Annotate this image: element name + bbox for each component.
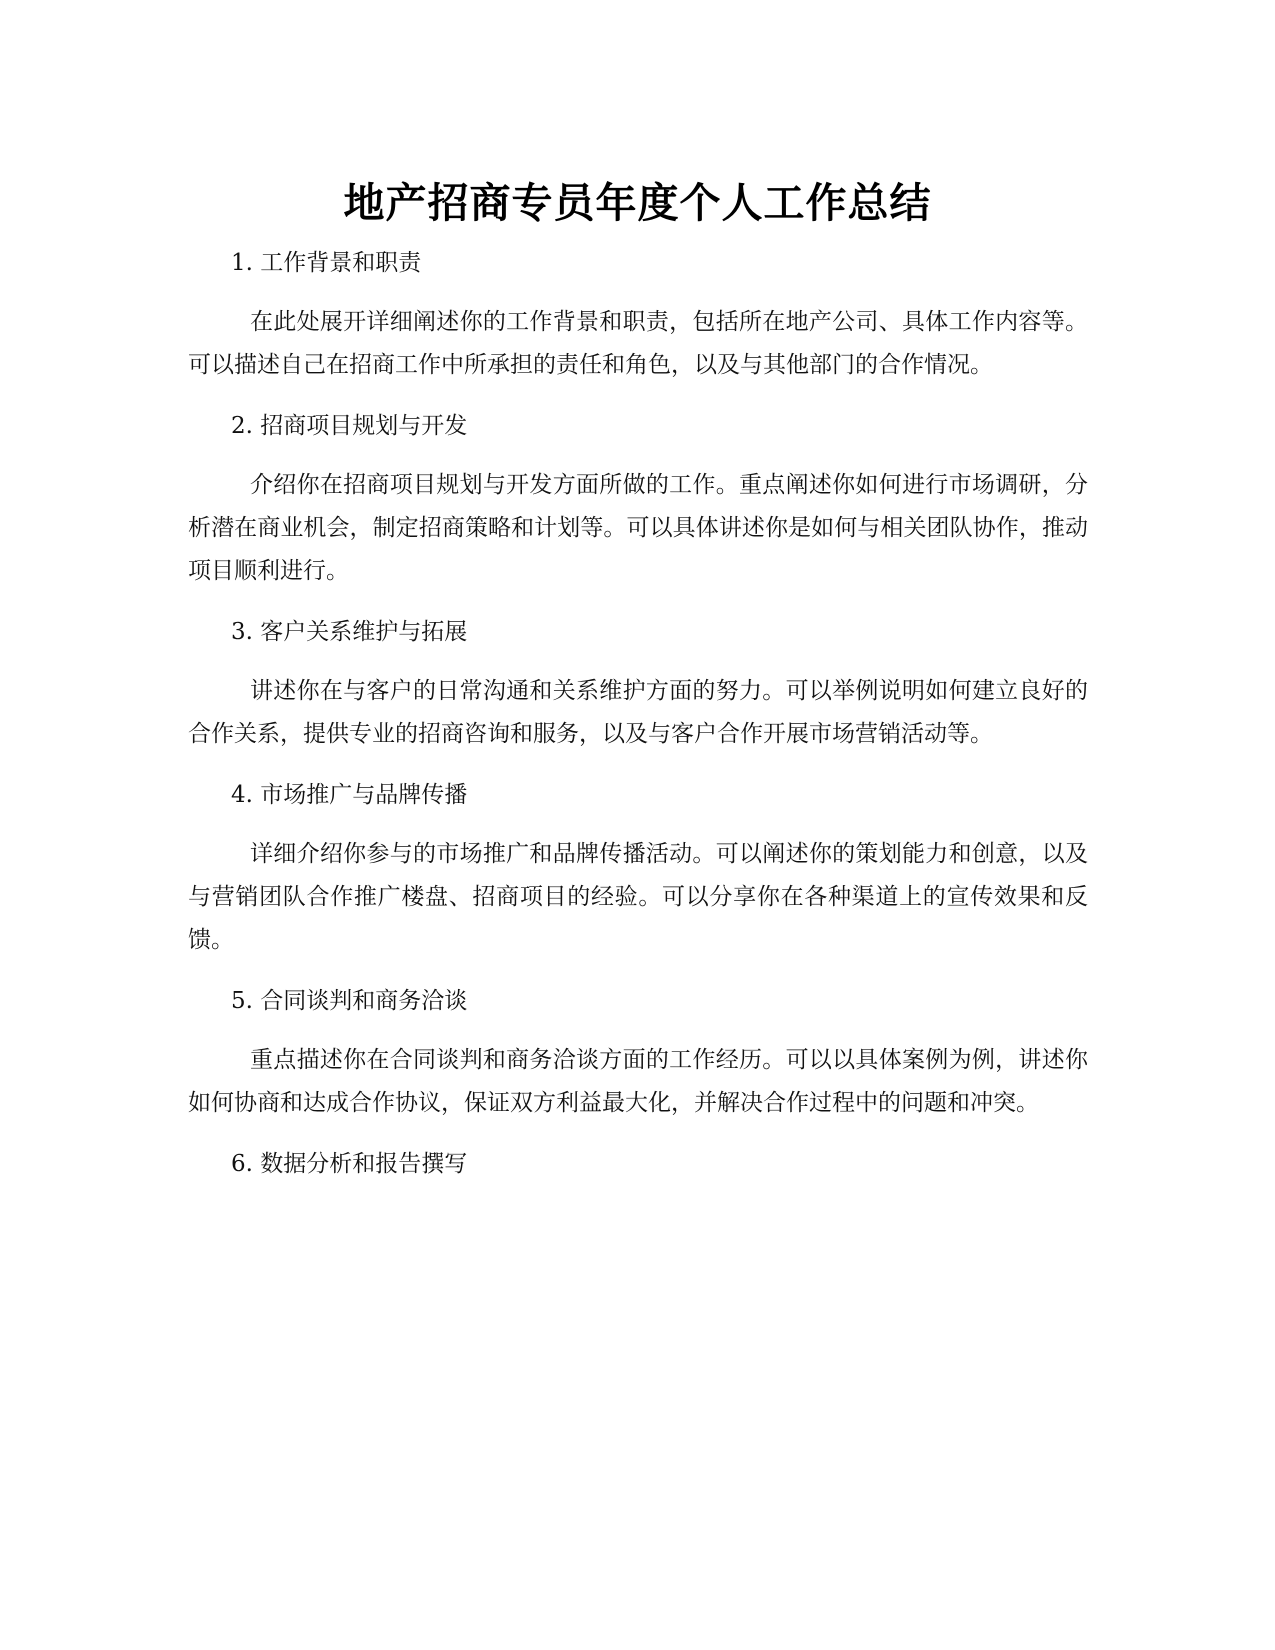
section-body: 在此处展开详细阐述你的工作背景和职责，包括所在地产公司、具体工作内容等。可以描述自己在招商工作中所承担的责任和角色，以及与其他部门的合作情况。: [188, 309, 1088, 378]
section-3: [188, 611, 1088, 756]
section-heading: 4. 市场推广与品牌传播: [231, 782, 468, 808]
section-heading: 3. 客户关系维护与拓展: [231, 619, 468, 645]
section-5: [188, 980, 1088, 1125]
document-title: 地产招商专员年度个人工作总结: [343, 179, 932, 228]
section-body: 讲述你在与客户的日常沟通和关系维护方面的努力。可以举例说明如何建立良好的合作关系，提供专业的招商咨询和服务，以及与客户合作开展市场营销活动等。: [188, 678, 1088, 747]
section-heading: 1. 工作背景和职责: [231, 250, 422, 276]
section-2: [188, 405, 1088, 593]
section-heading: 6. 数据分析和报告撰写: [231, 1151, 468, 1177]
document-content: [188, 242, 1088, 1185]
section-6: [188, 1143, 1088, 1185]
section-body: 介绍你在招商项目规划与开发方面所做的工作。重点阐述你如何进行市场调研，分析潜在商业机会，制定招商策略和计划等。可以具体讲述你是如何与相关团队协作，推动项目顺利进行。: [188, 472, 1088, 584]
section-heading: 2. 招商项目规划与开发: [231, 413, 468, 439]
section-4: [188, 774, 1088, 962]
section-body: 重点描述你在合同谈判和商务洽谈方面的工作经历。可以以具体案例为例，讲述你如何协商和达成合作协议，保证双方利益最大化，并解决合作过程中的问题和冲突。: [188, 1047, 1088, 1116]
section-heading: 5. 合同谈判和商务洽谈: [231, 988, 468, 1014]
section-1: [188, 242, 1088, 387]
section-body: 详细介绍你参与的市场推广和品牌传播活动。可以阐述你的策划能力和创意，以及与营销团队合作推广楼盘、招商项目的经验。可以分享你在各种渠道上的宣传效果和反馈。: [188, 841, 1088, 953]
